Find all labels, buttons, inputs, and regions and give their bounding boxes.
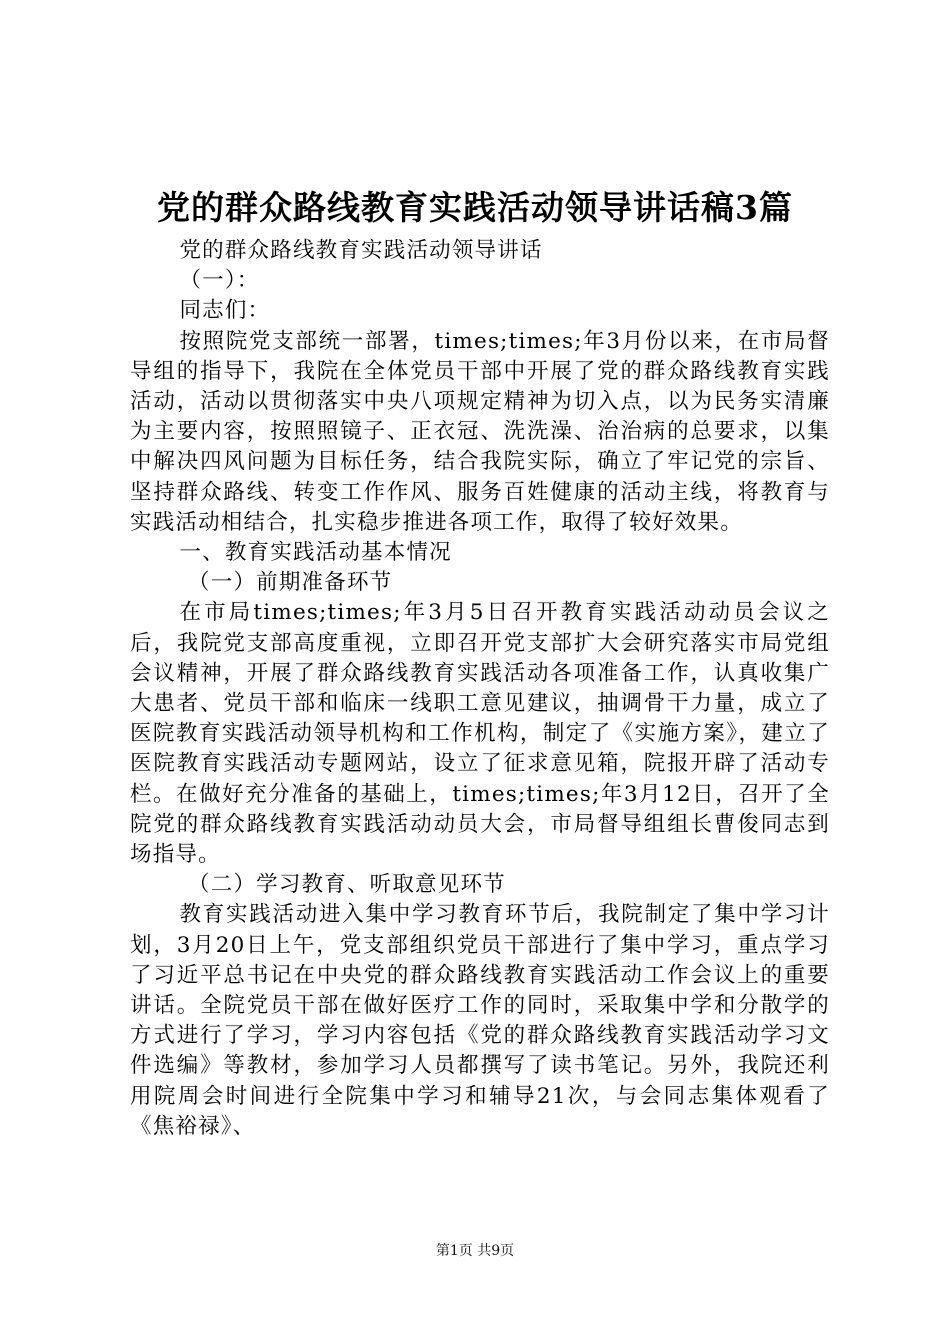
section-marker-paragraph: （一）： — [179, 268, 260, 294]
document-title: 党的群众路线教育实践活动领导讲话稿3篇 — [157, 188, 793, 227]
heading-basic-situation: 一、教育实践活动基本情况 — [179, 540, 452, 566]
page-number-footer: 第1页 共9页 — [435, 1243, 515, 1259]
salutation-paragraph: 同志们： — [179, 298, 271, 324]
heading-study-stage: （二）学习教育、听取意见环节 — [188, 872, 506, 898]
intro-paragraph: 按照院党支部统一部署，times;times;年3月份以来，在市局督导组的指导下，我院在全体党员干部中开展了党的群众路线教育实践活动，活动以贯彻落实中央八项规定精神为切入点，以为民务实清廉为主要内容，按照照镜子、正衣冠、洗洗澡、治治病的总要求，以集中解决四风问题为目标任务，结合我院实际，确立了牢记党的宗旨、坚持群众路线、转变工作作风、服务百姓健康的活动主线，将教育与实践活动相结合，扎实稳步推进各项工作，取得了较好效果。 — [130, 328, 830, 535]
document-body — [130, 236, 830, 1142]
subtitle-paragraph: 党的群众路线教育实践活动领导讲话 — [179, 238, 543, 263]
study-paragraph: 教育实践活动进入集中学习教育环节后，我院制定了集中学习计划，3月20日上午，党支部组织党员干部进行了集中学习，重点学习了习近平总书记在中央党的群众路线教育实践活动工作会议上的重要讲话。全院党员干部在做好医疗工作的同时，采取集中学和分散学的方式进行了学习，学习内容包括《党的群众路线教育实践活动学习文件选编》等教材，参加学习人员都撰写了读书笔记。另外，我院还利用院周会时间进行全院集中学习和辅导21次，与会同志集体观看了《焦裕禄》、 — [130, 902, 830, 1139]
preparation-paragraph: 在市局times;times;年3月5日召开教育实践活动动员会议之后，我院党支部高度重视，立即召开党支部扩大会研究落实市局党组会议精神，开展了群众路线教育实践活动各项准备工作，认真收集广大患者、党员干部和临床一线职工意见建议，抽调骨干力量，成立了医院教育实践活动领导机构和工作机构，制定了《实施方案》，建立了医院教育实践活动专题网站，设立了征求意见箱，院报开辟了活动专栏。在做好充分准备的基础上，times;times;年3月12日，召开了全院党的群众路线教育实践活动动员大会，市局督导组组长曹俊同志到场指导。 — [130, 600, 830, 868]
heading-preparation-stage: （一）前期准备环节 — [188, 570, 393, 596]
